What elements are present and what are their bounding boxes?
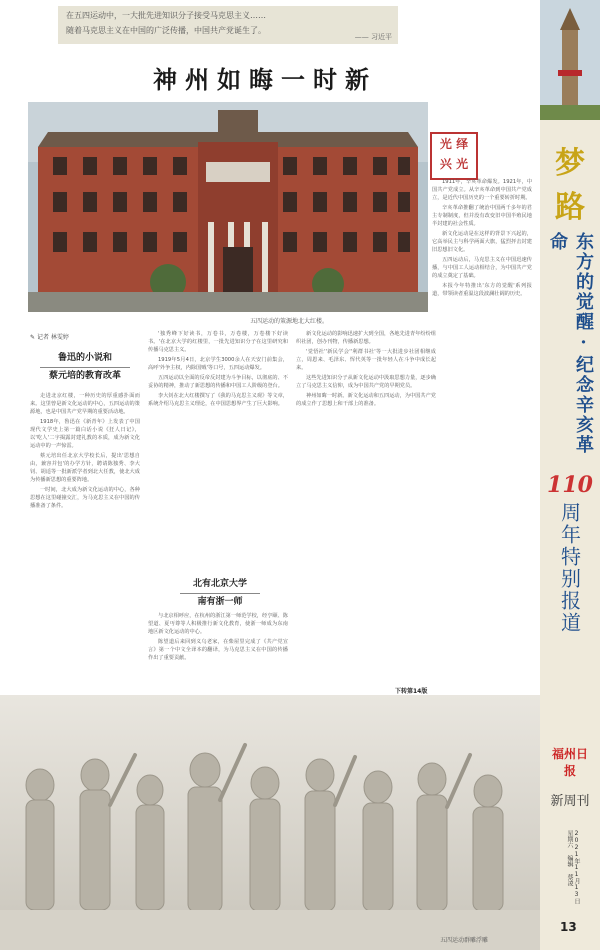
paper-logo: 福州日报 [551,747,588,778]
paragraph: 李大钊在北大红楼撰写了《我的马克思主义观》等文章，系统介绍马克思主义理论，在中国思想界产生了巨大影响。 [148,393,288,407]
paragraph: 辛亥革命推翻了统治中国两千多年的君主专制制度，但并没有改变旧中国半殖民地半封建的社会性质。 [432,205,532,227]
paragraph: 陈望道后来回到义乌老家，在柴屋里完成了《共产党宣言》第一个中文全译本的翻译，为马克思主义在中国的传播作出了重要贡献。 [148,639,288,661]
sidebar-title-2: 路 [555,190,585,225]
continue-note: 下转第14版 [395,688,428,695]
paragraph: 与北京相呼应，在杭州的浙江第一师范学校，经亨颐、陈望道、夏丏尊等人积极推行新文化教育，使浙一师成为东南地区新文化运动的中心。 [148,613,288,635]
paragraph: '独秀峰下好读书，万卷书，万卷楼，万卷楼下好读书。'在北京大学的红楼里，一批先进知识分子在这里研究和传播马克思主义。 [148,331,288,353]
paragraph: 神州如晦一时新。新文化运动和五四运动，为中国共产党的成立作了思想上和干部上的准备。 [296,393,436,407]
article-column-3 [296,330,436,680]
article-column-2b [148,612,288,692]
section2-heading-line2: 南有浙一师 [197,597,243,607]
paragraph: 一时间，北大成为新文化运动的中心，各种思想在这里碰撞交汇，为马克思主义在中国的传播准备了条件。 [30,487,140,509]
red-building-photo [28,102,428,312]
sidebar-title-1: 梦 [555,146,585,181]
seal-stamp [430,132,478,180]
tower-image [540,0,600,120]
paragraph: 1918年，鲁迅在《新青年》上发表了中国现代文学史上第一篇白话小说《狂人日记》，以'吃人'二字揭露封建礼教的本质，成为新文化运动中的一声惊雷。 [30,419,140,449]
heading-rule [180,593,260,594]
relief-sculpture-image [0,695,540,950]
article-column-1 [30,392,140,692]
issue-date: 2021年11月13日 星期六 编辑 蔡凌 [566,830,580,904]
byline-text: 记者 林雯婷 [36,334,69,341]
quote-line-2: 随着马克思主义在中国的广泛传播，中国共产党诞生了。 [66,26,266,35]
heading-rule [40,367,130,368]
article-column-2 [148,330,288,570]
relief-caption: 五四运动群雕浮雕 [440,937,489,944]
paragraph: '觉悟社''新民学会''利群书社'等一大批进步社团相继成立，周恩来、毛泽东、恽代英等一批年轻人在斗争中成长起来。 [296,349,436,371]
stamp-line-1: 光 绎 [439,137,469,151]
paragraph: 新文化运动是在这样的背景下兴起的，它高举民主与科学两面大旗，猛烈抨击封建旧思想旧文化。 [432,231,532,253]
paragraph: 1911年，辛亥革命爆发。1921年，中国共产党成立。从辛亥革命到中国共产党成立，是近代中国历史的一个重要转折时期。 [432,179,532,201]
paragraph: 新文化运动的影响迅速扩大到全国，各地先进青年纷纷组织社团，创办刊物，传播新思想。 [296,331,436,345]
paragraph: 蔡元培出任北京大学校长后，提出'思想自由，兼容并包'的办学方针，聘请陈独秀、李大钊、胡适等一批新派学者到北大任教，使北大成为传播新思想的重要阵地。 [30,453,140,483]
paragraph: 五四运动后，马克思主义在中国迅速传播，与中国工人运动相结合，为中国共产党的成立奠定了基础。 [432,257,532,279]
quote-line-1: 在五四运动中，一大批先进知识分子接受马克思主义…… [66,11,266,20]
section-heading-1 [30,352,140,383]
sidebar-subtitle: 东方的觉醒·纪念辛亥革命 [547,232,594,455]
sidebar-special: 周年特别报道 [557,502,582,634]
quote-bar [58,6,398,44]
sidebar-number: 110 [547,472,593,498]
paragraph: 本报今年特推出'东方的觉醒'系列报道，带领读者重温这段波澜壮阔的历史。 [432,283,532,297]
intro-column [432,178,532,778]
section-heading-2 [170,578,270,609]
paragraph: 五四运动以全面的反帝反封建为斗争目标，以彻底的、不妥协的精神，推动了新思想的传播和中国工人阶级的登台。 [148,375,288,389]
stamp-line-2: 兴 光 [439,157,469,171]
paragraph: 走进北京红楼，一种历史的厚重感扑面而来。这里曾是新文化运动的中心，五四运动的策源地，也是中国共产党早期的重要活动地。 [30,393,140,415]
photo-caption: 五四运动的策源地北大红楼。 [250,318,329,325]
section1-heading-line1: 鲁迅的小说和 [57,353,112,363]
paragraph: 这些先进知识分子从新文化运动中汲取思想力量，逐步确立了马克思主义信仰，成为中国共产党的早期党员。 [296,375,436,389]
section2-heading-line1: 北有北京大学 [192,579,247,589]
byline [30,332,69,341]
paper-name: 新周刊 [550,794,590,809]
page-headline: 神州如晦一时新 [153,65,377,94]
section1-heading-line2: 蔡元培的教育改革 [48,371,121,381]
pen-icon: ✎ [30,334,37,341]
paragraph: 1919年5月4日，北京学生3000余人在天安门前集会，高呼'外争主权，内除国贼'等口号，五四运动爆发。 [148,357,288,371]
quote-attribution: —— 习近平 [354,33,392,41]
page-number: 13 [560,920,577,934]
